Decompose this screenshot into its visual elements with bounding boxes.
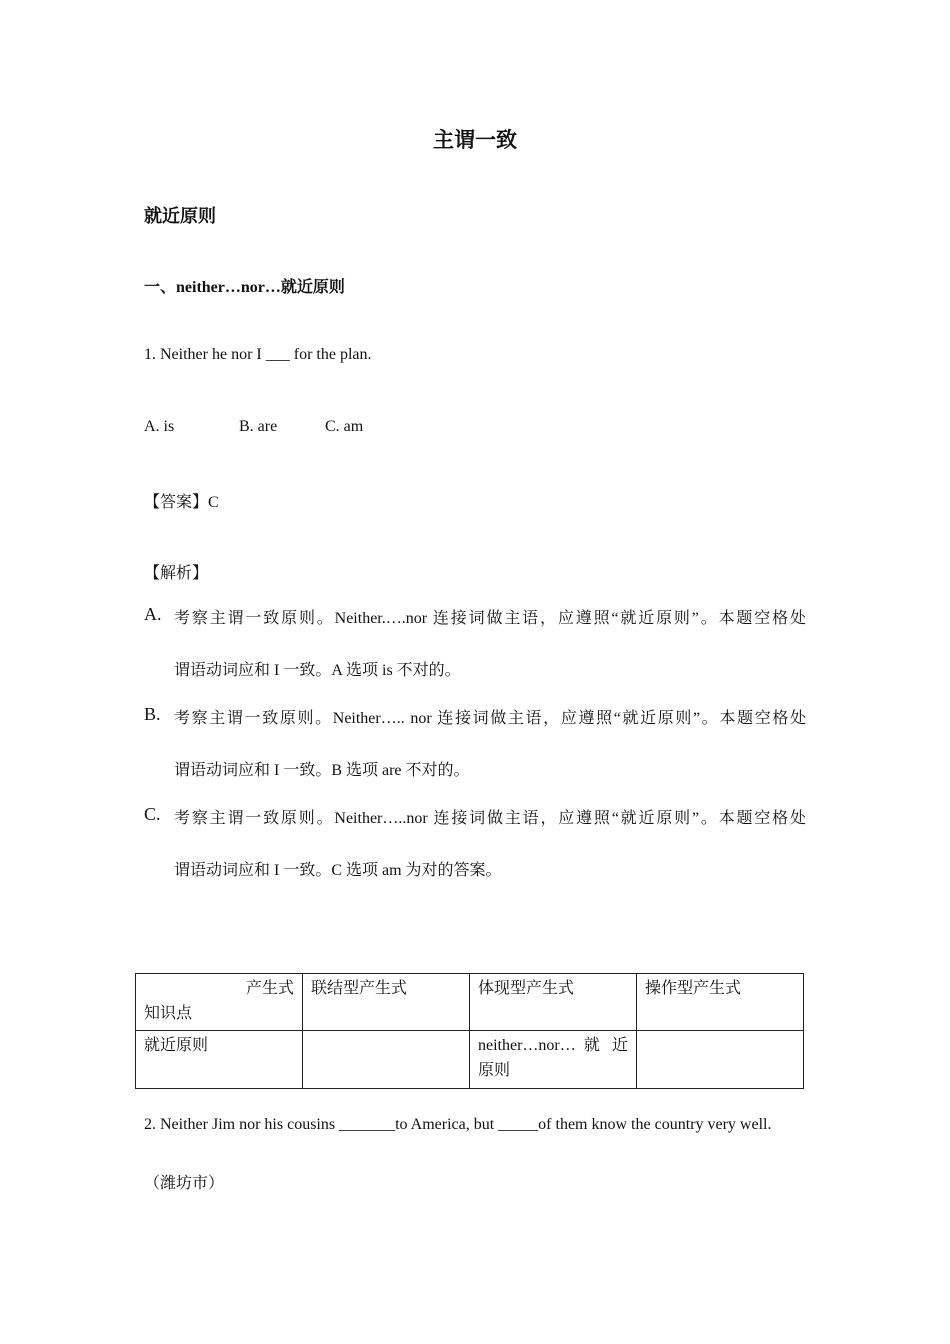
question-1-stem: 1. Neither he nor I ___ for the plan. <box>144 346 372 363</box>
option-c: C. am <box>325 418 364 435</box>
analysis-text: 谓语动词应和 I 一致。B 选项 are 不对的。 <box>174 762 470 779</box>
table-cell: neither…nor… 就 近 原则 <box>470 1031 637 1089</box>
table-header-cell: 体现型产生式 <box>470 974 637 1031</box>
table-row-label: 就近原则 <box>136 1031 303 1089</box>
analysis-text: 考察主谓一致原则。Neither…..nor 连接词做主语，应遵照“就近原则”。本题空格处 <box>174 810 806 827</box>
list-marker: B. <box>144 704 161 724</box>
subsection-heading: 一、neither…nor…就近原则 <box>144 279 345 296</box>
answer-line: 【答案】C <box>144 494 219 511</box>
list-marker: A. <box>144 604 162 624</box>
analysis-text: 谓语动词应和 I 一致。C 选项 am 为对的答案。 <box>174 862 502 879</box>
table-cell <box>303 1031 470 1089</box>
analysis-text: 考察主谓一致原则。Neither.….nor 连接词做主语，应遵照“就近原则”。本题空格处 <box>174 610 806 627</box>
corner-top-label: 产生式 <box>245 980 294 997</box>
question-2-source: （潍坊市） <box>144 1175 225 1192</box>
page-title: 主谓一致 <box>433 128 517 152</box>
corner-bottom-label: 知识点 <box>144 1005 193 1022</box>
table-header-cell: 联结型产生式 <box>303 974 470 1031</box>
table-row <box>136 1031 804 1089</box>
analysis-label: 【解析】 <box>144 565 209 582</box>
question-1-options <box>144 418 363 436</box>
table-header-row <box>136 974 804 1031</box>
production-table <box>135 973 804 1089</box>
option-a: A. is <box>144 418 175 435</box>
analysis-text: 谓语动词应和 I 一致。A 选项 is 不对的。 <box>174 662 461 679</box>
table-corner-cell <box>136 974 303 1031</box>
table-header-cell: 操作型产生式 <box>637 974 804 1031</box>
section-heading: 就近原则 <box>144 206 216 226</box>
list-marker: C. <box>144 804 161 824</box>
question-2-stem: 2. Neither Jim nor his cousins _______to America, but _____of them know the country very well. <box>144 1116 772 1133</box>
analysis-text: 考察主谓一致原则。Neither….. nor 连接词做主语，应遵照“就近原则”。本题空格处 <box>174 710 806 727</box>
table-cell <box>637 1031 804 1089</box>
option-b: B. are <box>239 418 278 435</box>
